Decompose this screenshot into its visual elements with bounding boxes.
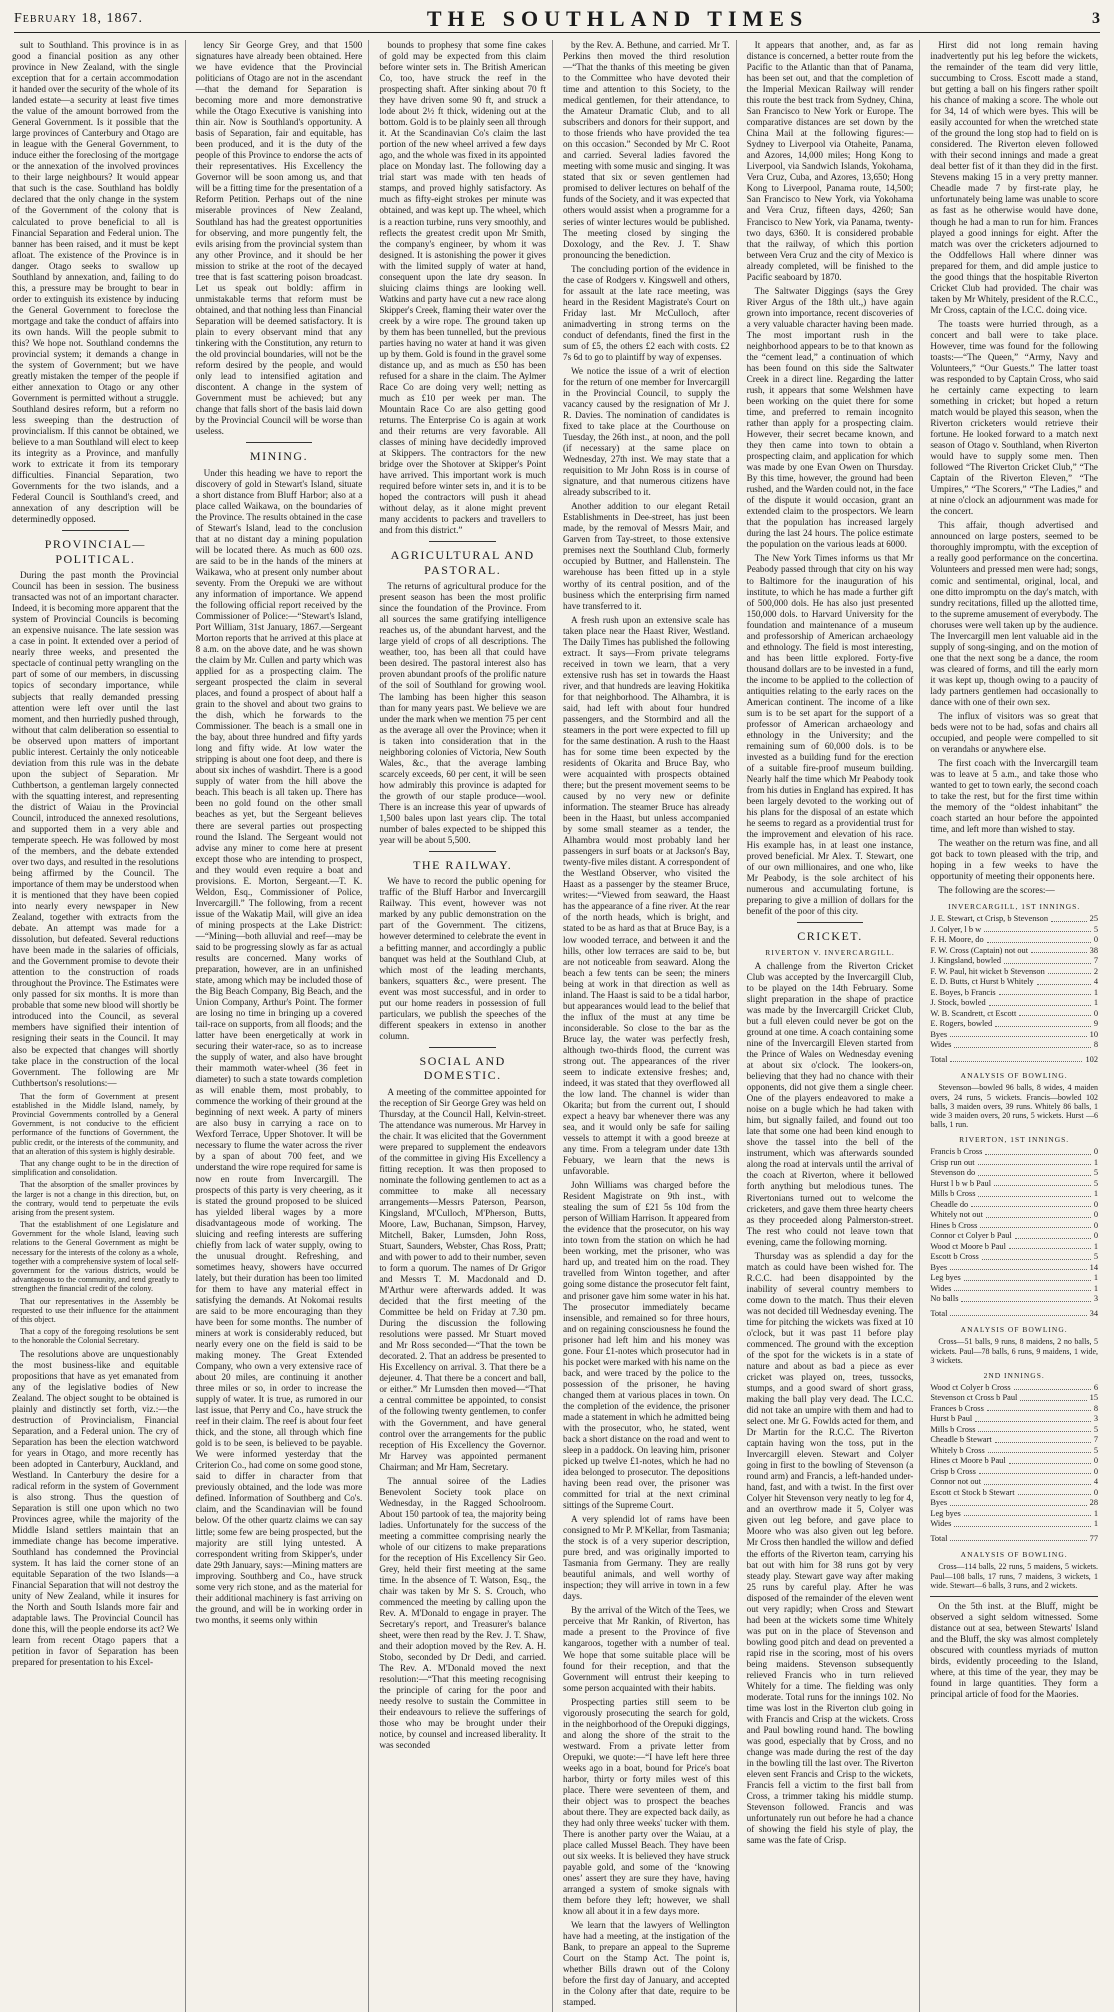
score-row <box>930 1519 1098 1530</box>
mining-article: Under this heading we have to report the discovery of gold in Stewart's Island, situate a short distance from Bluff Harbor; also at a place called Waikawa, on the boundaries of the Province. The results obtained in the case of Stewart's Island, lead to the conclusion that at no distant day a mining population will be located there. As much as 600 ozs. are said to be in the hands of the miners at Waikawa, who at present only number about seventy. From the Orepuki we are without any information of importance. We append the following official report received by the Commissioner of Police:—“Stewart's Island, Port William, 31st January, 1867.—Sergeant Morton reports that he arrived at this place at 8 a.m. on the above date, and he was shown the claim by Mr. Cullen and party which was applied for as a prospecting claim. The sergeant prospected the claim in several places, and found a prospect of about half a grain to the shovel and about two grains to the dish, which he forwards to the Commissioner. The beach is a small one in the bay, about three hundred and fifty yards long and fifty wide. At low water the stripping is about one foot deep, and there is about six inches of washdirt. There is a good supply of water from the hill above the beach. This beach is all taken up. There has been no gold found on the other small beaches as yet, but the Sergeant believes there are several parties out prospecting round the Island. The Sergeant would not advise any miner to come here at present except those who are intending to prospect, and they would even require a boat and provisions. E. Morton, Sergeant.—T. K. Weldon, Esq., Commissioner of Police, Invercargill.” The following, from a recent issue of the Wakatip Mail, will give an idea of mining prospects at the Lake District:—“Mining—both alluvial and reef—may be said to be progressing slowly as far as actual results are concerned. Many works of preparation, however, are in an unfinished state, among which may be included those of the Big Beach Company, Big Beach, and the Union Company, Arthur's Point. The former are losing no time in bringing up a covered tail-race on supports, from all floods; and the latter have been energetically at work in securing their water-race, so as to increase the supply of water, and also have brought their mammoth water-wheel (36 feet in diameter) to such a state towards completion as will enable them, most probably, to commence the working of their ground at the beginning of next week. A party of miners are also busy in carrying a race on to Wexford Terrace, Upper Shotover. It will be necessary to flume the water across the river by a span of about 700 feet, and we understand the wire rope required for same is now en route from Invercargill. The prospects of this party is very cheering, as it is stated the ground proposed to be sluiced has yielded liberal wages by a more disadvantageous mode of working. The sluicing and reefing interests are suffering chiefly from lack of water supply, owing to the unusual drought. Refreshing, and sometimes heavy, showers have occurred lately, but their duration has been too limited for them to have any material effect in satisfying the demands. At Nokomai results are said to be more encouraging than they have been for some months. The number of miners at work is considerably reduced, but nearly every one on the field is said to be making money. The Great Extended Company, who own a very extensive race of about 20 miles, are continuing it another three miles or so, in order to increase the supply of water. It is true, as rumored in our last issue, that Perry and Co., have struck the reef in their claim. The reef is about four feet thick, and the stone, all through which fine gold is to be seen, is believed to be payable. We were informed yesterday that the Criterion Co., had come on some good stone, said to differ in character from that previously obtained, and the lode was more defined. Information of Southberg and Co's. claim, and the Scandinavian will be found below. Of the other quartz claims we can say little; some few are being prospected, but the majority are still lying untested. A correspondent writing from Skipper's, under date 29th January, says:—Mining matters are improving. Southberg and Co., have struck some very rich stone, and as the material for their additional machinery is fast arriving on the ground, and will be in working order in two months, it seems only within <box>195 467 363 1625</box>
social-article-reception: A meeting of the committee appointed for the reception of Sir George Grey was held on Thursday, at the Council Hall, Kelvin-street. The attendance was numerous. Mr Harvey in the chair. It was elicited that the Government were prepared to supplement the endeavors of the committee in giving His Excellency a fitting reception. It was then proposed to nominate the following gentlemen to act as a committee to make all necessary arrangements—Messrs Paterson, Pearson, Kingsland, M'Culloch, M'Pherson, Butts, Moore, Law, Buchanan, Simpson, Harvey, Mitchell, Baker, Lumsden, John Ross, Stuart, Saunders, Webster, Chas Ross, Pratt; and with power to add to their number, seven to form a quorum. The names of Dr Grigor and Messrs T. M. Macdonald and D. M'Arthur were afterwards added. It was decided that the first meeting of the Committee be held on Friday at 7.30 pm. During the discussion the following resolutions were passed. Mr Stuart moved and Mr Ross seconded—“That the town be decorated. 2. That an address be presented to His Excellency on arrival. 3. That there be a dejeuner. 4. That there be a concert and ball, or either.” Mr Lumsden then moved—“That a central committee be appointed, to consist of the following twenty gentlemen, to confer with the Government, and have general control over the arrangements for the public reception of His Excellency the Governor. Mr Harvey was appointed permanent Chairman; and Mr Ham, Secretary. <box>379 1086 547 1472</box>
batsman-name: Whitely b Cross <box>930 1445 985 1455</box>
batsman-runs: 1 <box>1093 998 1098 1008</box>
batsman-runs: 5 <box>1093 1178 1098 1188</box>
section-divider <box>429 541 496 542</box>
newspaper-title: THE SOUTHLAND TIMES <box>426 6 809 31</box>
score-row <box>930 1200 1098 1211</box>
news-item-haast-rush: A fresh rush upon an extensive scale has taken place near the Haast River, Westland. The Daily Times has published the following extract. It says—From private telegrams received in town we learn, that a very extensive rush has set in towards the Haast river, and that hundreds are leaving Hokitika for that neighborhood. The Alhambra, it is said, had left with about four hundred passengers, and the Stormbird and all the steamers in the port were expected to fill up for the same destination. A rush to the Haast has for some time been expected by the residents of Okarita and Bruce Bay, who were acquainted with prospects obtained there; but the present movement seems to be caused by no very new or definite information. The steamer Bruce has already been in the Haast, but unless accompanied by some small steamer as a tender, the Alhambra would most probably land her passengers in surf boats or at Jackson's Bay, twenty-five miles distant. A correspondent of the Westland Observer, who visited the Haast as a passenger by the steamer Bruce, writes:—“Viewed from seaward, the Haast has the appearance of a fine river. At the rear of the north heads, which is bright, and stated to be as hard as that at Bruce Bay, is a low wooded terrace, and between it and the hills, other low terraces are said to be, but are not noticeable from seaward. Along the beach a few tents can be seen; the miners being at work in that direction as well as inland. The Haast is said to be a tidal harbor, but appearances would lead to the belief that the influx of the must at any time be inconsiderable. So close to the bar as the Bruce lay, the water was perfectly fresh, although two-thirds flood, the current was strong out. The appearances of the river seem to indicate extensive freshes; and, indeed, it was stated that they overflowed all the low land. The channel is wider than Okarita; but from the current out, I should expect a heavy bar whenever there was any sea, and it would only be safe for sailing vessels to attempt it with a good breeze at any time. From a telegram under date 13th Febuary, we learn that the news is unfavorable. <box>563 614 730 1177</box>
batsman-name: Stevenson ct Cross b Paul <box>930 1393 1018 1403</box>
batsman-name: W. B. Scandrett, ct Escott <box>930 1008 1017 1018</box>
batsman-name: Hurst l b w b Paul <box>930 1178 992 1188</box>
batsman-name: J. E. Stewart, ct Crisp, b Stevenson <box>930 914 1049 924</box>
batsman-runs: 6 <box>1093 1382 1098 1392</box>
issue-date: February 18, 1867. <box>14 11 144 26</box>
cricket-toasts: The toasts were hurried through, as a concert and ball were to take place. However, time was found for the following toasts:—“The Queen,” “Army, Navy and Volunteers,” “Our Guests.” The latter toast was responded to by Captain Cross, who said he certainly came expecting to learn something in cricket; but hoped a return match would be played this season, when the Riverton cricketers would retrieve their fortune. He looked forward to a match next season of Otago v. Southland, when Riverton would have to supply some men. Then followed “The Riverton Cricket Club,” “The Captain of the Riverton Eleven,” “The Umpires,” “The Scorers,” “The Ladies,” and at nine o'clock an adjournment was made for the concert. <box>930 318 1098 517</box>
cricket-return: The weather on the return was fine, and all got back to town pleased with the trip, and hoping in a few weeks to have the opportunity of meeting their opponents here. <box>930 838 1098 882</box>
score-row <box>930 925 1098 936</box>
score-row <box>930 1040 1098 1051</box>
batsman-name: Escott b Cross <box>930 1252 979 1262</box>
total-label: Total <box>930 1054 948 1064</box>
batsman-runs: 0 <box>1093 1466 1098 1476</box>
batsman-name: Hines b Cross <box>930 1220 978 1230</box>
score-row <box>930 1242 1098 1253</box>
scorecard-invercargill <box>930 914 1098 1051</box>
batsman-name: Whitely not out <box>930 1210 983 1220</box>
score-row <box>930 998 1098 1009</box>
batsman-name: Mills b Cross <box>930 1424 976 1434</box>
news-item-mutton-birds <box>930 1596 1098 1700</box>
total-label: Total <box>930 1308 948 1318</box>
batsman-runs: 1 <box>1093 987 1098 997</box>
batsman-name: F. W. Paul, hit wicket b Stevenson <box>930 966 1045 976</box>
score-row <box>930 1498 1098 1509</box>
section-heading-social: SOCIAL AND DOMESTIC. <box>419 1053 506 1083</box>
resolution-4: That the establishment of one Legislature and Government for the whole Island, leaving such relations to the General Government as might be necessary for the interests of the colony as a whole, together with a comprehensive system of local self-government for the various districts, would be advantageous to the community, and tend greatly to strengthen the financial credit of the colony. <box>12 1220 179 1294</box>
batsman-name: E. Rogers, bowled <box>930 1019 993 1029</box>
cricket-match-report: Thursday was as splendid a day for the match as could have been wished for. The R.C.C. had been disappointed by the inability of several country members to come down to the match. Thus their eleven was not decided till Wednesday evening. The time for pitching the wickets was fixed at 10 o'clock, but it was past 11 before play commenced. The ground with the exception of the spot for the wickets is in a state of nature and about as bad a piece as ever cricket was played on, trees, tussocks, stumps, and a good sward of short grass, making the ball play very dead. The I.C.C. did not take an umpire with them and had to select one. Mr G. Fowlds acted for them, and Dr Martin for the R.C.C. The Riverton captain having won the toss, put in the Invercargill eleven. Stewart and Colyer going in first to the bowling of Stevenson (a round arm) and Francis, a left-handed under-hand, fast, and with a twist. In the first over Colyer hit Stevenson very neatly to leg for 4, and an overthrow made it 5, Colyer was given out leg before, and gave place to Moore who was also given out leg before. Mr Cross then handled the willow and defied the efforts of the Riverton team, carrying his bat out with him for 38 runs got by very steady play. Stewart gave way after making 25 runs by careful play. After he was disposed of the remainder of the eleven went out very rapidly; when Cross and Stewart had been at the wickets some time Whitely was put on in the place of Stevenson and bowling good pitch and dead on prevented a rapid rise in the scoring, most of his overs being maidens. Stevenson subsequently relieved Francis who in turn relieved Whitely for a time. The fielding was only moderate. Total runs for the innings 102. No time was lost in the Riverton club going in with Francis and Crisp at the wickets. Cross and Paul bowling round hand. The bowling was good, especially that by Cross, and no change was made during the rest of the day in the bowling till the last over. The Riverton eleven sent Francis and Crisp to the wickets, Francis fell a victim to the first ball from Cross, a trimmer taking his middle stump. Stevenson followed. Francis and was unfortunately run out before he had a chance of showing the field his style of play, the same was the fate of Crisp. <box>746 1250 914 1846</box>
batsman-name: J. Colyer, l b w <box>930 924 982 934</box>
score-row <box>930 1210 1098 1221</box>
batsman-runs: 5 <box>1093 1168 1098 1178</box>
total-runs: 77 <box>1089 1533 1098 1543</box>
batsman-name: No balls <box>930 1294 959 1304</box>
batsman-name: F. W. Cross (Captain) not out <box>930 945 1029 955</box>
column-2 <box>196 40 370 2012</box>
scorecard-heading: RIVERTON, 1ST INNINGS. <box>959 1135 1070 1145</box>
batsman-runs: 14 <box>1089 1262 1098 1272</box>
masthead <box>14 6 1100 33</box>
scorecard-riverton-1 <box>930 1147 1098 1305</box>
score-row <box>930 1467 1098 1478</box>
batsman-runs: 8 <box>1093 1040 1098 1050</box>
batsman-runs: 3 <box>1093 1414 1098 1424</box>
page-number: 3 <box>1092 10 1100 27</box>
section-heading-provincial: PROVINCIAL—POLITICAL. <box>44 537 146 566</box>
score-row <box>930 1263 1098 1274</box>
section-divider <box>246 442 313 443</box>
section-divider <box>429 1047 496 1048</box>
score-row <box>930 935 1098 946</box>
score-row <box>930 1477 1098 1488</box>
mining-continued: bounds to prophesy that some fine cakes of gold may be expected from this claim before winter sets in. The British American Co, too, have struck the reef in the prospecting shaft. After sinking about 70 ft they have driven some 90 ft, and struck a lode about 2½ ft thick, widening out at the bottom. Gold is to be plainly seen all through it. At the Scandinavian Co's claim the last portion of the new wheel arrived a few days ago, and the whole was fixed in its appointed place on Monday last. The following day a trial start was made with ten heads of stamps, and proved highly satisfactory. As much as fifty-eight strokes per minute was obtained, and was kept up. The wheel, which is a reaction turbine, runs very smoothly, and reflects the greatest credit upon Mr Smith, the company's engineer, by whom it was designed. It is astonishing the power it gives with the limited supply of water at hand, consequent upon the late dry season. In sluicing claims things are looking well. Watkins and party have cut a new race along Skipper's Creek, flaming their water over the creek by a wire rope. The ground taken up by them has been tunnelled, but the previous parties having no water at hand it was given up by them. Gold is found in the gravel some distance up, and as much as £50 has been refused for a share in the claim. The Aylmer Race Co are doing very well; netting as much as £10 per week per man. The Mountain Race Co are also getting good returns. The Enterprise Co is again at work and their returns are very favorable. All classes of mining have decidedly improved at Skippers. The contractors for the new bridge over the Shotover at Skipper's Point have arrived. This important work is much required before winter sets in, and it is to be hoped the contractors will push it ahead without delay, as it alone might prevent many accidents to packers and travellers to and from this district.” <box>379 40 546 536</box>
bowling-analysis: Stevenson—bowled 96 balls, 8 wides, 4 maiden overs, 24 runs, 5 wickets. Francis—bowled 102 balls, 3 maiden overs, 39 runs. Whitely 86 balls, 1 wide 3 maiden overs, 20 runs, 5 wickets. Hurst —6 balls, 1 run. <box>930 1083 1098 1130</box>
resolution-3: That the absorption of the smaller provinces by the larger is not a change in this direction, but, on the contrary, would tend to perpetuate the evils arising from the present system. <box>12 1180 179 1217</box>
score-row <box>930 988 1098 999</box>
match-subheading: RIVERTON V. INVERCARGILL. <box>765 947 895 957</box>
column-3 <box>379 40 553 2012</box>
total-runs: 102 <box>1085 1054 1098 1064</box>
separation-continued: lency Sir George Grey, and that 1500 signatures have already been obtained. Here we have evidence that the Provincial politicians of Otago are not in the ascendant—that the demand for Separation is becoming more and more demonstrative while the Otago Executive is vanishing into thin air. Now is Southland's opportunity. A basis of Separation, fair and equitable, has been produced, and it is the duty of the people of this Province to endorse the acts of their representatives. His Excellency the Governor will be soon among us, and that will be a fitting time for the presentation of a Reform Petition. Perhaps out of the nine miserable provinces of New Zealand, Southland has had the greatest opportunities for observing, and more pungently felt, the evils arising from the provincial system than any other Province, and it should be her mission to strike at the root of the decayed tree that is fast scattering poison broadcast. Let us speak out boldly: affirm in unmistakable terms that reform must be obtained, and that nothing less than Financial Separation will be deemed satisfactory. It is plain to every observant mind that any tinkering with the Constitution, any return to the old provincial boundaries, will not be the reform desired by the people, and would only lead to intensified agitation and discontent. A change in the system of Government must be achieved; but any change that falls short of the basis laid down by the Provincial Council will be worse than useless. <box>195 40 363 437</box>
agricultural-article: The returns of agricultural produce for the present season has been the most prolific since the foundation of the Province. From all sources the same gratifying intelligence reaches us, of the abundant harvest, and the large yield of crops of all descriptions. The weather, too, has been all that could have been desired. The pastoral interest also has proven abundant proofs of the prolific nature of the soil of Southland for growing wool. The lambing has been higher this season than for many years past. We believe we are under the mark when we mention 75 per cent as the average all over the Province; when it is taken into consideration that in the neighboring colonies of Victoria, New South Wales, &c., that the average lambing scarcely exceeds, 60 per cent, it will be seen how admirably this province is adapted for the growth of our staple produce—wool. There is an increase this year of upwards of 1,500 bales upon last years clip. The total number of bales expected to be shipped this year will be about 5,500. <box>379 581 546 845</box>
cricket-article: A challenge from the Riverton Cricket Club was accepted by the Invercargill Club, to be played on the 14th February. Some slight preparation in the shape of practice was made by the Invercargill Cricket Club, but a full eleven could never be got on the ground at one time. A coach containing some nine of the Invercargill Eleven started from the Prince of Wales on Wednesday evening at about six o'clock. The lookers-on, believing that they had no chance with their opponents, did not give them a single cheer. One of the players endeavored to make a noise on a bugle which he had taken with him, but signally failed, and found out too late that some one had been kind enough to shove the tassel into the bell of the instrument, which was afterwards sounded along the road at intervals until the arrival of the coach at Riverton, where it bellowed forth anything but melodious tunes. The Rivertonians turned out to welcome the cricketers, and gave them three hearty cheers as they proceeded along Palmerston-street. The rest who could not leave town that evening, came the following morning. <box>746 960 914 1247</box>
batsman-name: Connor ct Colyer b Paul <box>930 1231 1012 1241</box>
batsman-name: Wides <box>930 1283 952 1293</box>
batsman-runs: 1 <box>1093 1508 1098 1518</box>
batsman-runs: 1 <box>1093 1519 1098 1529</box>
bowling-analysis: Cross—51 balls, 9 runs, 8 maidens, 2 no balls, 5 wickets. Paul—78 balls, 6 runs, 9 maidens, 1 wide, 3 wickets. <box>930 1337 1098 1365</box>
batsman-name: Wides <box>930 1519 952 1529</box>
score-row <box>930 1284 1098 1295</box>
score-row <box>930 1273 1098 1284</box>
section-heading-cricket: CRICKET. <box>797 929 863 944</box>
score-row <box>930 1189 1098 1200</box>
scores-intro: The following are the scores:— <box>938 885 1055 896</box>
column-6 <box>930 40 1104 2012</box>
batsman-name: Francis b Cross <box>930 1147 983 1157</box>
batsman-name: J. Kingsland, bowled <box>930 956 1002 966</box>
batsman-name: E. D. Butts, ct Hurst b Whitely <box>930 977 1034 987</box>
batsman-name: Wood ct Colyer b Cross <box>930 1382 1011 1392</box>
news-item-saltwater-diggings: The Saltwater Diggings (says the Grey River Argus of the 18th ult.,) have again grown into importance, recent discoveries of a very valuable character having been made. The most important rush in the neighborhood appears to be to that known as the “cement lead,” a continuation of which has been found on this side the Saltwater Creek in a direct line. Regarding the latter rush, it appears that some Welshmen have been working on the quiet there for some time, and preferred to remain incognito rather than apply for a prospecting claim. However, their secret became known, and they then came into town to obtain a prospecting claim, and application for which was made by one Evan Owen on Thursday. By this time, however, the ground had been rushed, and the Warden could not, in the face of the dispute it would occasion, grant an extended claim to the prospectors. We learn that the population has increased largely during the last 24 hours. The police estimate the population on the various leads at 6000. <box>746 285 914 550</box>
mutton-birds-text: On the 5th inst. at the Bluff, might be observed a sight seldom witnessed. Some distance out at sea, between Stewarts' Island and the Bluff, the sky was almost completely obscured with countless myriads of mutton birds, evidently proceeding to the Island, where, at this time of the year, they may be found in large quantities. They form a principal article of food for the Maories. <box>930 1600 1098 1700</box>
score-row <box>930 977 1098 988</box>
batsman-name: Hines ct Moore b Paul <box>930 1456 1006 1466</box>
batsman-name: Crisp run out <box>930 1157 975 1167</box>
batsman-runs: 9 <box>1093 1019 1098 1029</box>
news-item-retail: Another addition to our elegant Retail Establishments in Dee-street, has just been made, by the removal of Messrs Mair, and Garven from Tay-street, to those extensive premises next the Southland Club, formerly occupied by Buttner, and Hallenstein. The warehouse has been fitted up in a style worthy of its central position, and of the business which the enterprising firm named have transferred to it. <box>563 501 730 611</box>
resolutions-list <box>12 1092 179 1346</box>
batsman-runs: 1 <box>1093 1241 1098 1251</box>
score-row <box>930 946 1098 957</box>
news-item-peabody: The New York Times informs us that Mr Peabody passed through that city on his way to Baltimore for the inauguration of his institute, to which he has made a further gift of 500,000 dols. He has also just presented 150,000 dols. to Harvard University for the foundation and maintenance of a museum and professorship of American archaeology and ethnology. The field is most interesting, and has been little explored. Forty-five thousand dollars are to be invested in a fund, the income to be applied to the collection of antiquities relating to the early races on the American continent. The income of a like sum is to be set apart for the support of a professor of American archaeology and ethnology in the University; and the remaining sum of 60,000 dols. is to be invested as a building fund for the erection of a suitable fire-proof museum building. Nearly half the time which Mr Peabody took from his duties in England has expired. It has been largely devoted to the working out of his plans for the disposal of an estate which he seems to regard as a providential trust for the improvement and elevation of his race. His example has, in at least one instance, proved beneficial. Mr Alex. T. Stewart, one of our own millionaires, and one who, like Mr Peabody, is the sole architect of his numerous and accumulating fortune, is preparing to give a million of dollars for the benefit of the poor of this city. <box>746 553 914 917</box>
batsman-runs: 5 <box>1093 1252 1098 1262</box>
scorecard-heading: 2ND INNINGS. <box>983 1370 1045 1380</box>
news-item-rams: A very splendid lot of rams have been consigned to Mr P. M'Kellar, from Tasmania; the stock is of a very superior description, pure bred, and was originally imported to Tasmania from Germany. They are really beautiful animals, and well worthy of inspection; they will arrive in town in a few days. <box>563 1514 730 1602</box>
batsman-runs: 38 <box>1089 945 1098 955</box>
batsman-runs: 0 <box>1093 1220 1098 1230</box>
score-row <box>930 1488 1098 1499</box>
score-row <box>930 1435 1098 1446</box>
column-4 <box>563 40 737 2012</box>
batsman-name: Escott ct Stock b Stewart <box>930 1487 1015 1497</box>
resolutions-commentary: The resolutions above are unquestionably the most business-like and equitable propositions that have as yet emanated from any of the legislative bodies of New Zealand. The object sought to be obtained is plainly and distinctly set forth, viz.:—the destruction of Provincialism, Financial Separation, and a Federal union. The cry of Separation has been the election watchword for years in Otago, and more recently has been adopted in Canterbury, Auckland, and Westland. In Canterbury the desire for a radical reform in the system of Government is also strong. Thus the question of Separation is still one upon which no two Provinces agree, while the majority of the Middle Island settlers maintain that an immediate change has become imperative. Southland has condemned the Provincial system. It has laid the corner stone of an equitable Separation of the two Islands—a Financial Separation that will not destroy the unity of New Zealand, while it insures for the North and South Islands more fair and adaptable laws. The Provincial Council has done this, will the people endorse its act? We learn from recent Otago papers that a petition in favor of Separation has been prepared for presentation to his Excel- <box>12 1348 179 1668</box>
score-row <box>930 967 1098 978</box>
batsman-name: Leg byes <box>930 1508 961 1518</box>
score-row <box>930 1147 1098 1158</box>
bowling-heading: ANALYSIS OF BOWLING. <box>960 1550 1068 1560</box>
column-5 <box>747 40 921 2012</box>
separation-article-end: sult to Southland. This province is in as good a financial position as any other province in New Zealand, with the single exception that for a certain accommodation it handed over the security of the whole of its landed estate—a security at least five times the value of the amount borrowed from the General Government. Is it possible that the large provinces of Canterbury and Otago are in league with the General Government, to induce either the foreclosing of the mortgage or the annexation of the involved provinces to their large neighbours? It would appear that such is the case. Southland has boldly declared that the only change in the system of the Government of the colony that is calculated to prove beneficial to all is Financial Separation and Federal union. The banner has been raised, and it must be kept afloat. The existence of the Province is in danger. Otago seeks to swallow up Southland by annexation, and, failing to do this, a pressure may be brought to bear in order to extinguish its existence by inducing the General Government to foreclose the mortgage and take the conduct of affairs into its own hands. Will the people submit to this? We hope not. Southland condemns the provincial system; it demands a change in the system of Government; but we have greatly mistaken the temper of the people if either annexation to Otago or any other Government is permitted without a struggle. Southland desires reform, but a reform no less sweeping than the destruction of provincialism. If this cannot be obtained, we believe to a man Southland will elect to keep its integrity as a Province, and manfully work to extricate it from its temporary difficulties. Financial Separation, two Governments for the two islands, and a Federal Council is Southland's creed, and annexation of any description will be determinedly opposed. <box>12 40 179 525</box>
score-row <box>930 1252 1098 1263</box>
batsman-runs: 8 <box>1093 1403 1098 1413</box>
batsman-name: Byes <box>930 1029 948 1039</box>
resolution-2: That any change ought to be in the direction of simplification and consolidation. <box>12 1158 179 1178</box>
batsman-runs: 1 <box>1093 1189 1098 1199</box>
news-item-mexican-railway: It appears that another, and, as far as distance is concerned, a better route from the Pacific to the Atlantic than that of Panama, has been set out, and that the completion of the Imperial Mexican Railway will render this route the best track from Sydney, China, San Francisco to New York or Europe. The comparative distances are set down by the China Mail at the following figures:—Sydney to Liverpool via Otaheite, Panama, and Azores, 14,000 miles; Hong Kong to Liverpool, via Sandwich Islands, Yokohama, Vera Cruz, Cuba, and Azores, 13,650; Hong Kong to Liverpool, Panama route, 14,500; San Francisco to New York, via Yokohama and Vera Cruz, fifteen days, 4260; San Francisco to New York, via Panama, twenty-two days, 6360. It is considered probable that the railway, of which this portion between Vera Cruz and the city of Mexico is already completed, will be finished to the Pacific seaboard by 1870. <box>746 40 914 282</box>
social-article-soiree: The annual soiree of the Ladies Benevolent Society took place on Wednesday, in the Ragged Schoolroom. About 150 partook of tea, the majority being ladies. Unfortunately for the success of the meeting a committee comprising nearly the whole of our citizens to make preparations for the reception of His Excellency Sir Geo. Grey, held their first meeting at the same time. In the absence of T. Watson, Esq., the chair was taken by Mr S. S. Crouch, who commenced the meeting by calling upon the Rev. A. M'Donald to engage in prayer. The Secretary's report, and Treasurer's balance sheet, were then read by the Rev. J. T. Shaw, and their adoption moved by the Rev. A. H. Stobo, seconded by Dr Dedi, and carried. The Rev. A. M'Donald moved the next resolution:—“That this meeting recognising the principle of caring for the poor and needy resolve to sustain the Committee in their endeavours to relieve the sufferings of those who may be brought under their notice, by counsel and increased liberality. It was seconded <box>379 1475 546 1751</box>
batsman-name: Mills b Cross <box>930 1189 976 1199</box>
section-divider <box>429 851 496 852</box>
soiree-continued: by the Rev. A. Bethune, and carried. Mr T. Perkins then moved the third resolution—“That the thanks of this meeting be given to the Committee who have devoted their time and attention to this Society, to the medical gentlemen, for their attendance, to the Amateur Dramatic Club, and to all subscribers and donors for their support, and to those friends who have provided the tea on this occasion.” Seconded by Mr C. Root and carried. Several ladies favored the meeting with some music and singing. It was stated that six or seven gentlemen had promised to deliver lectures on behalf of the funds of the Society, and it was expected that others would assist when a programme for a series of winter lectures would be published. The meeting closed by singing the Doxology, and the Rev. J. T. Shaw pronouncing the benediction. <box>563 40 730 260</box>
total-label: Total <box>930 1533 948 1543</box>
news-item-theft-case: John Williams was charged before the Resident Magistrate on 9th inst., with stealing the sum of £21 5s 10d from the person of William Harrison. It appeared from the evidence that the prosecutor, on his way into town from the station on which he had been working, met the prisoner, who was hard up, and treated him on the road. They travelled from Winton together, and after going some distance the prosecutor felt faint, and prisoner gave him some water in his hat. The prosecutor immediately became insensible, and remained so for three hours, and on regaining consciousness he found the prisoner had left him and his money was gone. Four £1-notes which prosecutor had in his pocket were marked with his name on the back, and were traced by the police to the possession of the prisoner, he having changed them at various places in town. On the completion of the evidence, the prisoner made a statement in which he admitted being with the prosecutor, who, he stated, went back a short distance on the road and went to sleep in a paddock. On leaving him, prisoner picked up twelve £1-notes, which he had no idea belonged to prosecutor. The depositions having been read over, the prisoner was committed for trial at the next criminal sittings of the Supreme Court. <box>563 1180 730 1511</box>
batsman-name: E. Boyes, b Francis <box>930 987 996 997</box>
bowling-heading: ANALYSIS OF BOWLING. <box>960 1071 1068 1081</box>
score-row <box>930 1509 1098 1520</box>
batsman-runs: 4 <box>1093 977 1098 987</box>
score-row <box>930 1019 1098 1030</box>
score-row <box>930 1446 1098 1457</box>
score-row <box>930 914 1098 925</box>
section-heading-mining: MINING. <box>249 449 309 464</box>
score-row <box>930 1030 1098 1041</box>
score-row <box>930 1414 1098 1425</box>
news-item-kangaroos: By the arrival of the Witch of the Tees, we perceive that Mr Rankin, of Riverton, has made a present to the Province of five kangaroos, together with a number of teal. We hope that some suitable place will be found for their reception, and that the Government will entrust their keeping to some person acquainted with their habits. <box>563 1605 730 1693</box>
batsman-name: Cheadle b Stewart <box>930 1435 992 1445</box>
score-row <box>930 1009 1098 1020</box>
section-heading-railway: THE RAILWAY. <box>413 857 513 872</box>
batsman-name: Wides <box>930 1040 952 1050</box>
batsman-name: Byes <box>930 1498 948 1508</box>
batsman-name: Byes <box>930 1262 948 1272</box>
batsman-runs: 25 <box>1089 914 1098 924</box>
score-row <box>930 1425 1098 1436</box>
batsman-runs: 4 <box>1093 1477 1098 1487</box>
news-item-prospecting: Prospecting parties still seem to be vigorously prosecuting the search for gold, in the neighborhood of the Orepuki diggings, and along the shore of the strait to the westward. From a private letter from Orepuki, we quote:—“I have left here three weeks ago in a boat, bound for Price's boat harbor, thirty or forty miles west of this place. There were seventeen of them, and their object was to prospect the beaches about there. They are expected back daily, as they had only three weeks' tucker with them. There is another party over the Waiau, at a place called Mussel Beach. They have been out six weeks. It is believed they have struck payable gold, and some of the ‘knowing ones’ assert they are sure they have, having arranged a system of smoke signals with them before they left; however, we shall know all about it in a few days more. <box>563 1696 730 1917</box>
batsman-runs: 5 <box>1093 1445 1098 1455</box>
batsman-name: Stevenson do <box>930 1168 976 1178</box>
resolution-5: That our representatives in the Assembly be requested to use their influence for the attainment of this object. <box>12 1296 179 1324</box>
batsman-runs: 5 <box>1093 924 1098 934</box>
batsman-runs: 0 <box>1093 1008 1098 1018</box>
section-heading-agricultural: AGRICULTURAL AND PASTORAL. <box>390 548 535 577</box>
batsman-runs: 10 <box>1089 1029 1098 1039</box>
score-row <box>930 1383 1098 1394</box>
column-1 <box>12 40 186 2012</box>
score-row <box>930 1231 1098 1242</box>
score-row <box>930 1179 1098 1190</box>
batsman-runs: 28 <box>1089 1498 1098 1508</box>
news-item-election-writ: We notice the issue of a writ of election for the return of one member for Invercargill in the Provincial Council, to supply the vacancy caused by the resignation of Mr J. R. Davies. The nomination of candidates is fixed to take place at the Courthouse on Tuesday, the 26th inst., at noon, and the poll (if necessary) at the same place on Wednesday, 27th inst. We may state that a requisition to Mr John Ross is in course of signature, and that numerous citizens have already subscribed to it. <box>563 365 730 498</box>
total-runs: 34 <box>1089 1308 1098 1318</box>
provincial-article: During the past month the Provincial Council has been in session. The business transacted was not of an important character. Indeed, it is becoming more apparent that the system of Provincial Councils is becoming an expensive nuisance. The late session was a case in point. It extended over a period of nearly three weeks, and presented the spectacle of continual petty wrangling on the part of some of our members, in discussing topics of secondary importance, while subjects that really demanded pressing attention were left over until the last moment, and then hurriedly pushed through, without that calm deliberation so essential to be observed upon matters of important public interest. Certainly the only noticeable deviation from this rule was in the debate upon the subject of Separation. Mr Cuthbertson, a gentleman largely connected with the squatting interest, and representing the district of Waiau in the Provincial Council, introduced the annexed resolutions, and supported them in a very able and temperate speech. He was followed by most of the members, and the debate extended over two days, and resulted in the resolutions being affirmed by the Council. The importance of them may be understood when it is mentioned that they have been copied into nearly every newspaper in New Zealand, together with extracts from the debate. An attempt was made for a dissolution, but defeated. Several reductions have been made in the salaries of officials, and the Government promise to devote their attention to the construction of roads throughout the Province. The Estimates were only passed for six months. It is more than probable that some new blood will shortly be introduced into the Council, as several members have signified their intention of resigning their seats in the Council. It may also be expected that changes will shortly take place in the construction of the local Government. The following are Mr Cuthbertson's resolutions:— <box>12 570 179 1088</box>
batsman-runs: 0 <box>1093 935 1098 945</box>
batsman-runs: 15 <box>1089 1393 1098 1403</box>
score-row <box>930 1456 1098 1467</box>
cricket-coaches: The first coach with the Invercargill team was to leave at 5 a.m., and take those who wanted to get to town early, the second coach to take the rest, but for the first time within the memory of the “oldest inhabitant” the coach started an hour before the appointed time, and left more than wished to stay. <box>930 758 1098 835</box>
batsman-name: Crisp b Cross <box>930 1466 976 1476</box>
cricket-concert: This affair, though advertised and announced on large posters, seemed to be thoroughly impromptu, with the exception of a really good performance on the concertina. Volunteers and pressed men were had; songs, comic and sentimental, original, local, and one ditto impromptu on the day's match, with sundry recitations, filled up the allotted time, to the supreme amusement of everybody. The choruses were well taken up by the audience. The Invercargill men lent valuable aid in the supply of song-singing, and on the motion of one that the next song be a dance, the room was cleared of forms, and till the early morn it was kept up, though owing to a paucity of lady partners gentlemen had occasionally to dance with one of their own sex. <box>930 520 1098 707</box>
batsman-name: F. H. Moore, do <box>930 935 984 945</box>
scorecard-total <box>930 1055 1098 1066</box>
batsman-runs: 0 <box>1093 1199 1098 1209</box>
section-divider <box>62 530 129 531</box>
batsman-runs: 7 <box>1093 956 1098 966</box>
batsman-runs: 3 <box>1093 1294 1098 1304</box>
score-row <box>930 1221 1098 1232</box>
batsman-name: Cheadle do <box>930 1199 969 1209</box>
scorecard-riverton-2 <box>930 1383 1098 1530</box>
batsman-runs: 2 <box>1093 966 1098 976</box>
score-row <box>930 1168 1098 1179</box>
batsman-runs: 0 <box>1093 1231 1098 1241</box>
batsman-name: Frances b Cross <box>930 1403 984 1413</box>
scorecard-heading: INVERCARGILL, 1ST INNINGS. <box>948 902 1081 912</box>
scorecard-total <box>930 1309 1098 1320</box>
batsman-name: Leg byes <box>930 1273 961 1283</box>
news-item-stamp-act: We learn that the lawyers of Wellington have had a meeting, at the instigation of the Bank, to prepare an appeal to the Supreme Court on the Stamp Act. The point is, whether Bills drawn out of the Colony before the first day of January, and accepted in the Colony after that date, require to be stamped. <box>563 1920 730 2008</box>
batsman-runs: 1 <box>1093 1157 1098 1167</box>
cricket-visitors: The influx of visitors was so great that beds were not to be had, sofas and chairs all occupied, and people were compelled to sit on verandahs or anywhere else. <box>930 710 1098 754</box>
batsman-runs: 1 <box>1093 1273 1098 1283</box>
score-row <box>930 1393 1098 1404</box>
score-row <box>930 1294 1098 1305</box>
scorecard-total <box>930 1534 1098 1545</box>
batsman-runs: 5 <box>1093 1424 1098 1434</box>
batsman-name: Wood ct Moore b Paul <box>930 1241 1006 1251</box>
news-item-assault-case: The concluding portion of the evidence in the case of Rodgers v. Kingswell and others, for assault at the late race meeting, was heard in the Resident Magistrate's Court on Friday last. Mr McCulloch, after animadverting in strong terms on the conduct of defendants, fined the first in the sum of £5, the others £2 each with costs. £2 7s 6d to go to plaintiff by way of expenses. <box>563 263 730 362</box>
section-divider <box>797 922 864 923</box>
railway-article: We have to record the public opening for traffic of the Bluff Harbor and Invercargill Railway. This event, however was not marked by any public demonstration on the part of the Government. The citizens, however determined to celebrate the event in a befitting manner, and accordingly a public banquet was held at the Southland Club, at which most of the leading merchants, bankers, squatters &c., were present. The event was most successful, and in order to put our home readers in possession of full particulars, we publish the speeches of the different speakers in extenso in another column. <box>379 876 546 1041</box>
batsman-runs: 0 <box>1093 1487 1098 1497</box>
resolution-1: That the form of Government at present established in the Middle Island, namely, by Provincial Governments controlled by a General Government, is not conducive to the efficient performance of the functions of Government, the public credit, or the interests of the community, and that an alteration of this system is highly desirable. <box>12 1091 179 1156</box>
batsman-name: J. Stock, bowled <box>930 998 986 1008</box>
bowling-analysis: Cross—114 balls, 22 runs, 5 maidens, 5 wickets. Paul—108 balls, 17 runs, 7 maidens, 3 wickets, 1 wide. Stewart—6 balls, 3 runs, and 2 wickets. <box>930 1562 1098 1590</box>
resolution-6: That a copy of the foregoing resolutions be sent to the honorable the Colonial Secretary. <box>12 1327 179 1346</box>
batsman-name: Hurst b Paul <box>930 1414 973 1424</box>
batsman-runs: 0 <box>1093 1456 1098 1466</box>
batsman-runs: 0 <box>1093 1147 1098 1157</box>
batsman-runs: 0 <box>1093 1210 1098 1220</box>
bowling-heading: ANALYSIS OF BOWLING. <box>960 1325 1068 1335</box>
score-row <box>930 1158 1098 1169</box>
batsman-runs: 1 <box>1093 1283 1098 1293</box>
batsman-runs: 7 <box>1093 1435 1098 1445</box>
score-row <box>930 1404 1098 1415</box>
article-columns <box>12 40 1104 2008</box>
score-row <box>930 956 1098 967</box>
cricket-continued: Hirst did not long remain having inadvertently put his leg before the wickets, the remainder of the team did very little, succumbing to Cross. Escott made a stand, but getting a ball on his fingers rather spoilt his chance of making a score. The whole out for 34, 14 of which were byes. This will be easily accounted for when the wretched state of the ground the long stop had to field on is considered. The Riverton eleven followed with their second innings and made a great deal better fist of it than they did in the first. Stevens making 15 in a very pretty manner. Cheadle made 7 by first-rate play, he unfortunately being lame was unable to score as fast as he otherwise would have done, though he had a man to run for him. Frances played a good innings for eight. After the match was over the cricketers adjourned to the Oddfellows Hall where dinner was prepared for them, and did ample justice to the good things that the hospitable Riverton Cricket Club had provided. The chair was taken by Mr Whitely, president of the R.C.C., Mr Cross, captain of the I.C.C. doing vice. <box>930 40 1098 315</box>
batsman-name: Connor not out <box>930 1477 982 1487</box>
